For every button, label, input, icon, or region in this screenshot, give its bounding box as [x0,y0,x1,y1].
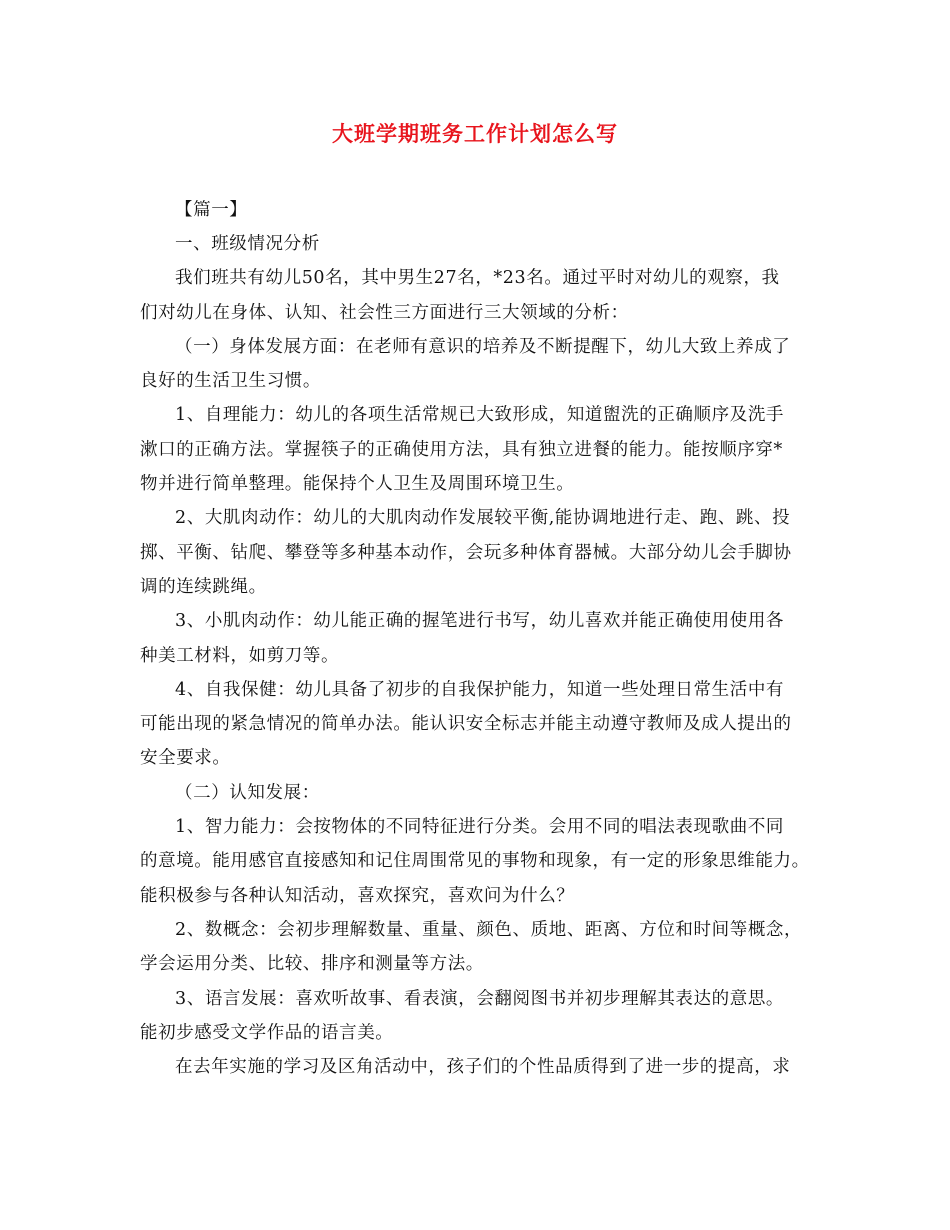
text-line: 们对幼儿在身体、认知、社会性三方面进行三大领域的分析： [140,302,629,323]
text-line: 物并进行简单整理。能保持个人卫生及周围环境卫生。 [140,474,575,495]
text-line: 在去年实施的学习及区角活动中，孩子们的个性品质得到了进一步的提高，求 [175,1057,791,1078]
body-text [140,227,820,1084]
section-marker: 【篇一】 [175,200,248,220]
text-line: 能初步感受文学作品的语言美。 [140,1022,394,1043]
text-line: 2、数概念：会初步理解数量、重量、颜色、质地、距离、方位和时间等概念， [175,919,803,940]
text-line: 我们班共有幼儿50名，其中男生27名，*23名。通过平时对幼儿的观察，我 [175,268,780,289]
text-line: 漱口的正确方法。掌握筷子的正确使用方法，具有独立进餐的能力。能按顺序穿* [140,439,783,460]
text-line: （一）身体发展方面：在老师有意识的培养及不断提醒下，幼儿大致上养成了 [175,336,791,357]
text-line: 可能出现的紧急情况的简单办法。能认识安全标志并能主动遵守教师及成人提出的 [140,714,792,735]
document-title: 大班学期班务工作计划怎么写 [332,121,618,146]
text-line: 掷、平衡、钻爬、攀登等多种基本动作，会玩多种体育器械。大部分幼儿会手脚协 [140,542,792,563]
text-line: 的意境。能用感官直接感知和记住周围常见的事物和现象，有一定的形象思维能力。 [140,851,810,872]
text-line: 良好的生活卫生习惯。 [140,371,321,392]
text-line: 3、语言发展：喜欢听故事、看表演，会翻阅图书并初步理解其表达的意思。 [175,988,785,1009]
text-line: 4、自我保健：幼儿具备了初步的自我保护能力，知道一些处理日常生活中有 [175,679,785,700]
section-marker-block [140,193,820,227]
text-line: 一、班级情况分析 [175,234,320,254]
text-line: 能积极参与各种认知活动，喜欢探究，喜欢问为什么？ [140,885,575,906]
text-line: 3、小肌肉动作：幼儿能正确的握笔进行书写，幼儿喜欢并能正确使用使用各 [175,611,785,632]
text-line: 1、自理能力：幼儿的各项生活常规已大致形成，知道盥洗的正确顺序及洗手 [175,405,785,426]
text-line: 2、大肌肉动作：幼儿的大肌肉动作发展较平衡,能协调地进行走、跑、跳、投 [175,508,791,529]
text-line: （二）认知发展： [175,782,320,803]
text-line: 调的连续跳绳。 [140,576,267,597]
text-line: 学会运用分类、比较、排序和测量等方法。 [140,954,484,975]
text-line: 安全要求。 [140,748,231,769]
text-line: 1、智力能力：会按物体的不同特征进行分类。会用不同的唱法表现歌曲不同 [175,817,785,838]
text-line: 种美工材料，如剪刀等。 [140,645,340,666]
